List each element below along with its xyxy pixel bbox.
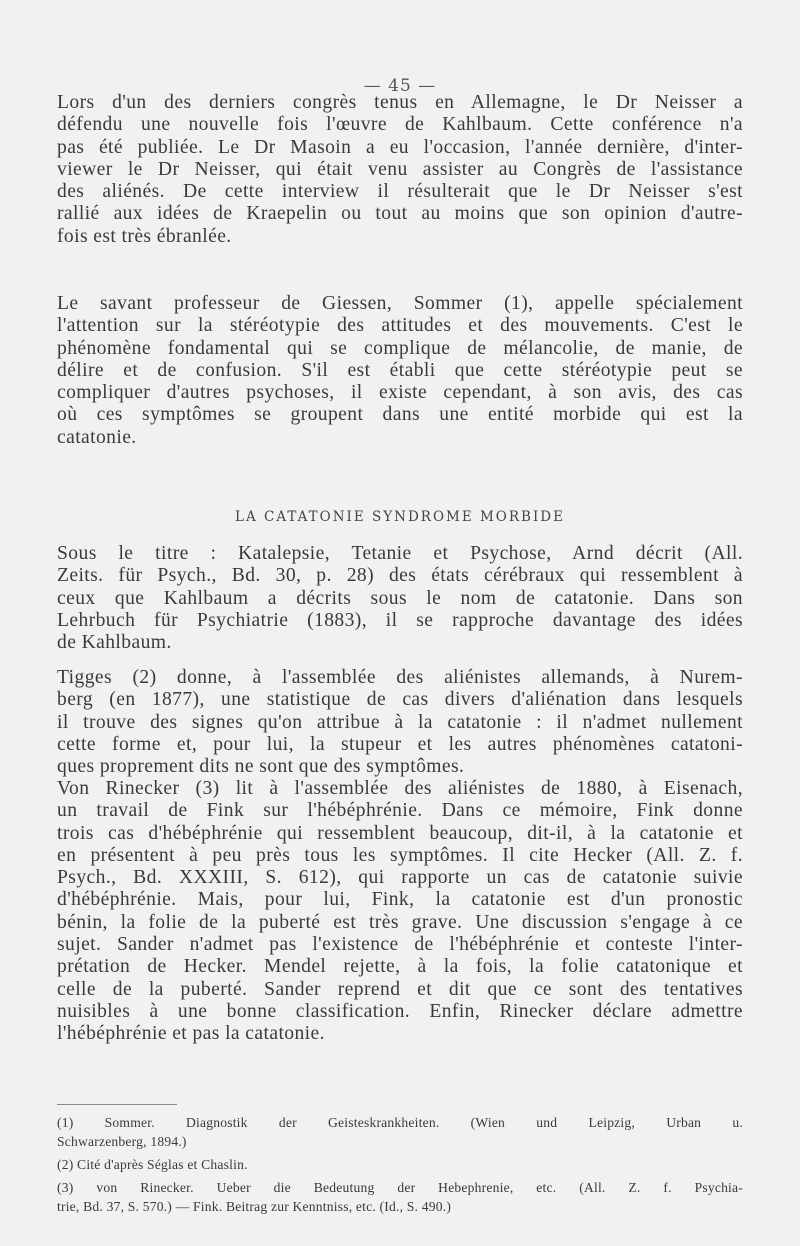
text-line: Tigges (2) donne, à l'assemblée des aliénistes allemands, à Nurem- xyxy=(57,667,743,688)
text-line: berg (en 1877), une statistique de cas divers d'aliénation dans lesquels xyxy=(57,689,743,711)
footnote-line: (3) von Rinecker. Ueber die Bedeutung der Hebephrenie, etc. (All. Z. f. Psychia- xyxy=(57,1180,743,1195)
text-line: Psych., Bd. XXXIII, S. 612), qui rapporte un cas de catatonie suivie xyxy=(57,867,743,889)
paragraph-1 xyxy=(57,92,743,248)
text-line: Lors d'un des derniers congrès tenus en Allemagne, le Dr Neisser a xyxy=(57,92,743,113)
text-line: sujet. Sander n'admet pas l'existence de l'hébéphrénie et conteste l'inter- xyxy=(57,934,743,956)
text-line: un travail de Fink sur l'hébéphrénie. Dans ce mémoire, Fink donne xyxy=(57,800,743,822)
text-line: nuisibles à une bonne classification. Enfin, Rinecker déclare admettre xyxy=(57,1000,743,1022)
text-line: pas été publiée. Le Dr Masoin a eu l'occasion, l'année dernière, d'inter- xyxy=(57,136,743,158)
text-line: catatonie. xyxy=(57,426,137,448)
text-line: ques proprement dits ne sont que des symptômes. xyxy=(57,756,465,778)
text-line: d'hébéphrénie. Mais, pour lui, Fink, la catatonie est d'un pronostic xyxy=(57,889,743,911)
footnote-line: (2) Cité d'après Séglas et Chaslin. xyxy=(57,1157,248,1172)
text-line: cette forme et, pour lui, la stupeur et les autres phénomènes catatoni- xyxy=(57,733,743,755)
text-line: fois est très ébranlée. xyxy=(57,225,232,247)
text-line: trois cas d'hébéphrénie qui ressemblent beaucoup, dit-il, à la catatonie et xyxy=(57,822,743,844)
text-line: où ces symptômes se groupent dans une entité morbide qui est la xyxy=(57,404,743,426)
text-line: délire et de confusion. S'il est établi que cette stéréotypie peut se xyxy=(57,359,743,381)
paragraph-5 xyxy=(57,778,743,1046)
footnotes xyxy=(57,1113,743,1216)
text-line: phénomène fondamental qui se complique de mélancolie, de manie, de xyxy=(57,337,743,359)
text-line: il trouve des signes qu'on attribue à la catatonie : il n'admet nullement xyxy=(57,711,743,733)
text-line: Le savant professeur de Giessen, Sommer (1), appelle spécialement xyxy=(57,293,743,314)
text-line: bénin, la folie de la puberté est très grave. Une discussion s'engage à ce xyxy=(57,911,743,933)
text-line: de Kahlbaum. xyxy=(57,632,172,654)
text-line: viewer le Dr Neisser, qui était venu assister au Congrès de l'assistance xyxy=(57,158,743,180)
section-heading: LA CATATONIE SYNDROME MORBIDE xyxy=(235,509,565,525)
text-line: Zeits. für Psych., Bd. 30, p. 28) des états cérébraux qui ressemblent à xyxy=(57,565,743,587)
text-line: en présentent à peu près tous les symptômes. Il cite Hecker (All. Z. f. xyxy=(57,844,743,866)
text-line: prétation de Hecker. Mendel rejette, à la fois, la folie catatonique et xyxy=(57,956,743,978)
text-line: celle de la puberté. Sander reprend et dit que ce sont des tentatives xyxy=(57,978,743,1000)
footnote-line: (1) Sommer. Diagnostik der Geisteskrankheiten. (Wien und Leipzig, Urban u. xyxy=(57,1115,743,1130)
text-line: compliquer d'autres psychoses, il existe cependant, à son avis, des cas xyxy=(57,382,743,404)
text-line: l'hébéphrénie et pas la catatonie. xyxy=(57,1023,325,1045)
text-line: Lehrbuch für Psychiatrie (1883), il se rapproche davantage des idées xyxy=(57,609,743,631)
footnote-line: trie, Bd. 37, S. 570.) — Fink. Beitrag zur Kenntniss, etc. (Id., S. 490.) xyxy=(57,1199,452,1214)
footnote-divider xyxy=(57,1104,177,1105)
text-line: défendu une nouvelle fois l'œuvre de Kahlbaum. Cette conférence n'a xyxy=(57,114,743,136)
text-line: ceux que Kahlbaum a décrits sous le nom de catatonie. Dans son xyxy=(57,587,743,609)
page-number: — 45 — xyxy=(363,76,437,96)
text-line: l'attention sur la stéréotypie des attitudes et des mouvements. C'est le xyxy=(57,315,743,337)
footnote-line: Schwarzenberg, 1894.) xyxy=(57,1134,187,1149)
paragraph-3 xyxy=(57,543,743,654)
text-line: rallié aux idées de Kraepelin ou tout au moins que son opinion d'autre- xyxy=(57,203,743,225)
text-line: des aliénés. De cette interview il résulterait que le Dr Neisser s'est xyxy=(57,181,743,203)
text-line: Von Rinecker (3) lit à l'assemblée des aliénistes de 1880, à Eisenach, xyxy=(57,778,743,799)
paragraph-4 xyxy=(57,667,743,778)
text-line: Sous le titre : Katalepsie, Tetanie et Psychose, Arnd décrit (All. xyxy=(57,543,743,564)
paragraph-2 xyxy=(57,293,743,449)
